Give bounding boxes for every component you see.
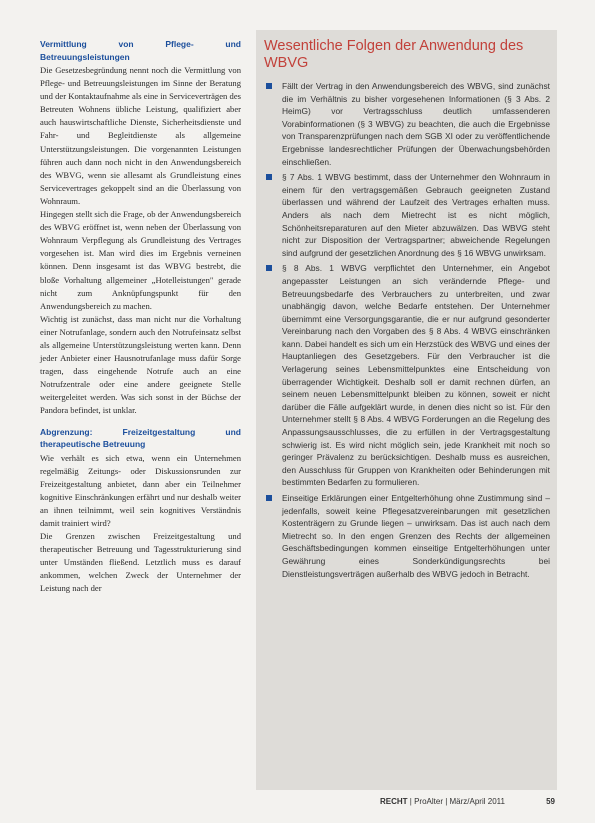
footer-brand: RECHT — [380, 797, 408, 806]
list-item-text: Einseitige Erklärungen einer Entgelterhöhung ohne Zustimmung sind – jedenfalls, soweit keine Pflegesatzvereinbarungen mit gesetzlichen Kostenträgern zu Grunde liegen – unwirksam. Das ist auch nach dem Mietrecht so. In den engen Grenzen des Rechts der allgemeinen Geschäftsbedingungen kommen einseitige Entgelterhöhungen unter Gewährung eines Sonderkündigungsrechts bei Dienstleistungsverträgen außerhalb des WBVG jedoch in Betracht. — [282, 493, 550, 579]
list-item — [264, 171, 550, 259]
square-bullet-icon — [266, 265, 272, 271]
list-item — [264, 492, 550, 580]
info-box-title: Wesentliche Folgen der Anwendung des WBVG — [264, 38, 524, 71]
info-box — [256, 30, 557, 790]
paragraph: Die Grenzen zwischen Freizeitgestaltung und therapeutischer Betreuung und Tagesstrukturierung sind unter Umständen fließend. Letztlich muss es darauf ankommen, welchen Zweck der Unternehmer der Leistung nach der — [40, 531, 241, 594]
square-bullet-icon — [266, 495, 272, 501]
left-column — [40, 38, 241, 596]
list-item — [264, 262, 550, 489]
section-heading-vermittlung: Vermittlung von Pflege- und Betreuungsleistungen — [40, 39, 241, 62]
page-footer — [380, 797, 555, 806]
square-bullet-icon — [266, 174, 272, 180]
section-heading-abgrenzung: Abgrenzung: Freizeitgestaltung und therapeutische Betreuung — [40, 426, 241, 450]
bullet-list — [264, 80, 550, 583]
paragraph: Die Gesetzesbegründung nennt noch die Vermittlung von Pflege- und Betreuungsleistungen im Sinne der Beratung und der Kontaktaufnahme als eine in Serviceverträgen des Betreuten Wohnens übliche Leistung, qualifiziert aber auch hauswirtschaftliche Dienste, Sicherheitsdienste und Fahr- und Begleitdienste als allgemeine Unterstützungsleistungen. Die vorgenannten Leistungen führen auch dann noch nicht in den Anwendungsbereich des WBVG, wenn sie allesamt als Grundleistung eines Servicevertrages gekoppelt sind an die Überlassung von Wohnraum. — [40, 65, 241, 206]
list-item-text: Fällt der Vertrag in den Anwendungsbereich des WBVG, sind zunächst die im Verhältnis zu bisher vorgesehenen Informationen (§ 3 Abs. 2 HeimG) vor Vertragsschluss deutlich umfassenderen Vorabinformationen (§ 3 WBVG) zu beachten, die auch die Ergebnisse von Transparenzprüfungen nach dem SGB XI oder zu veröffentlichende Ergebnisse landesrechtlicher Prüfungen der Überwachungsbehörden einschließen. — [282, 81, 550, 167]
list-item-text: § 7 Abs. 1 WBVG bestimmt, dass der Unternehmer den Wohnraum in einem für den vertragsgemäßen Gebrauch geeigneten Zustand überlassen und während der Laufzeit des Vertrages erhalten muss. Anders als nach dem Mietrecht ist es nicht möglich, Schönheitsreparaturen auf den Mieter abzuwälzen. Das WBVG steht nicht zur Disposition der Vertragspartner; abweichende Regelungen sind aufgrund der gesetzlichen Anordnung des § 16 WBVG unwirksam. — [282, 172, 550, 258]
list-item-text: § 8 Abs. 1 WBVG verpflichtet den Unternehmer, ein Angebot angepasster Leistungen an sich verändernde Pflege- und Betreuungsbedarfe des Verbrauchers zu unterbreiten, und zwar unabhängig davon, welche Bedarfe entstehen. Der Unternehmer übernimmt eine Versorgungsgarantie, die er nur aufgrund gesonderter Vereinbarung nach den Vorgaben des § 8 Abs. 4 WBVG einschränken kann. Dabei handelt es sich um ein Herzstück des WBVG und eines der Hauptanliegen des Gesetzgebers. Für den Verbraucher ist die Verlagerung seines Lebensmittelpunktes eine Entscheidung von überragender Wichtigkeit. Deshalb soll er damit rechnen dürfen, an seinem neuen Lebensmittelpunkt bleiben zu können, soweit er nicht darüber die Fälle aufgeklärt wurde, in denen dies nicht so ist. Für den Unternehmer stellt § 8 Abs. 4 WBVG Forderungen an die Regelung des Anpassungsausschlusses, die zu erfüllen in der Vertragsgestaltung schwierig ist. Es wird nicht möglich sein, jede Krankheit mit noch so geringer Prävalenz zu berücksichtigen. Deshalb muss es ausreichen, den Ausschluss für Gruppen von Krankheiten oder Behinderungen mit bestimmten Bedarfen zu formulieren. — [282, 263, 550, 488]
paragraph: Hingegen stellt sich die Frage, ob der Anwendungsbereich des WBVG eröffnet ist, wenn neben der Überlassung von Wohnraum Verpflegung als Grundleistung des Vertrages vorgesehen ist. Man wird dies im Ergebnis verneinen können. Denn insgesamt ist das WBVG bestrebt, die bloße Vorhaltung allgemeiner „Hotelleistungen" gerade nicht zum Anknüpfungspunkt für den Anwendungsbereich zu machen. — [40, 209, 241, 311]
paragraph: Wie verhält es sich etwa, wenn ein Unternehmen regelmäßig Zeitungs- oder Diskussionsrunden zur Freizeitgestaltung anbietet, dann aber ein Teilnehmer kognitive Einschränkungen erfährt und nur deshalb weiter an ihnen teilnimmt, weil sein kognitives Verständnis damit trainiert wird? — [40, 452, 241, 528]
list-item — [264, 80, 550, 168]
square-bullet-icon — [266, 83, 272, 89]
page-number: 59 — [546, 797, 555, 806]
paragraph: Wichtig ist zunächst, dass man nicht nur die Vorhaltung einer Notrufanlage, sondern auch den Notrufeinsatz selbst als allgemeine Unterstützungsleistung werten kann. Denn jeder Anbieter einer Hausnotrufanlage muss dafür Sorge tragen, dass eingehende Notrufe auch an eine Notrufzentrale oder eine andere geeignete Stelle weitergeleitet werden. Was sich sonst in der Büchse der Pandora befindet, ist unklar. — [40, 313, 241, 416]
footer-issue: | ProAlter | März/April 2011 — [409, 797, 505, 806]
